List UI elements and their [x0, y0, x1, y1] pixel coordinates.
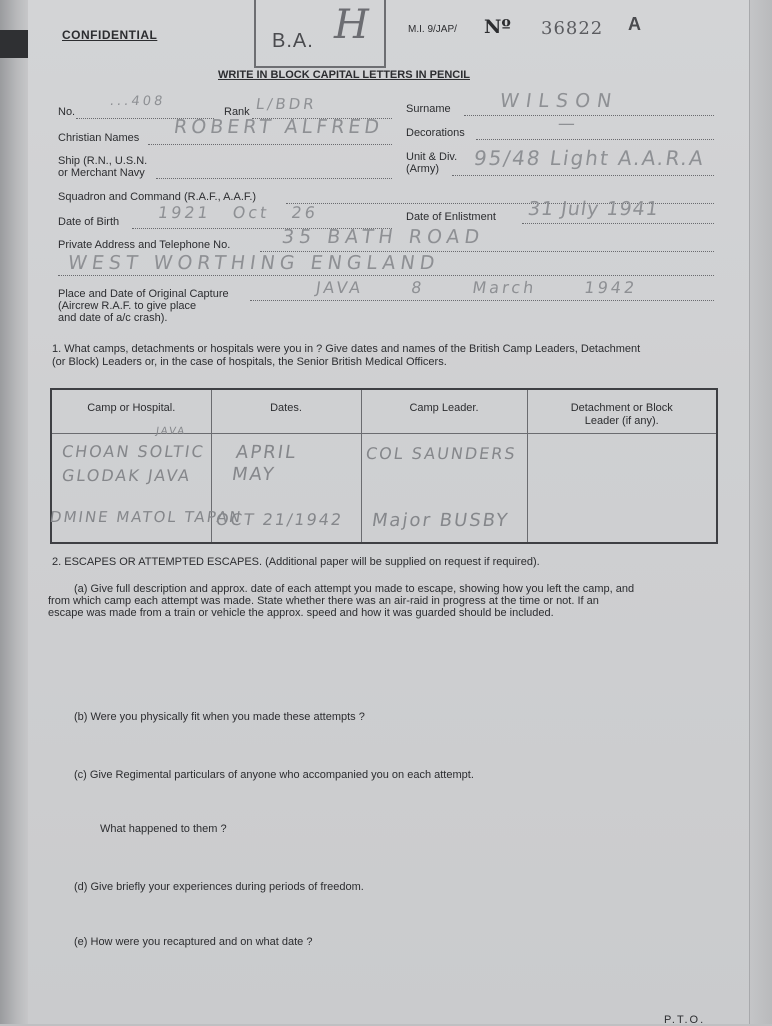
cell-camps [48, 425, 244, 543]
camp-row-3: DMINE MATOL TAPAN [48, 507, 244, 526]
camp-row-1: CHOAN SOLTIC [60, 441, 206, 461]
christian-names-value: ROBERT ALFRED [172, 116, 385, 138]
address-value-1: 35 BATH ROAD [280, 226, 486, 248]
question-2c-followup: What happened to them ? [100, 823, 227, 835]
stamp-scribble: H [334, 2, 369, 48]
question-2e: (e) How were you recaptured and on what date ? [74, 936, 313, 948]
no-value: ...408 [108, 94, 167, 109]
left-page-edge [0, 0, 28, 1024]
address-value-2: WEST WORTHING ENGLAND [66, 252, 441, 274]
serial-suffix: A [628, 14, 641, 34]
question-2d: (d) Give briefly your experiences during periods of freedom. [74, 881, 364, 893]
capture-value: JAVA 8 March 1942 [314, 278, 639, 297]
enlistment-dotline [522, 223, 714, 224]
question-2a-line-1: (a) Give full description and approx. date of each attempt you made to escape, showing how you left the camp, and [74, 583, 635, 595]
date-row-1: APRIL [234, 441, 298, 463]
leader-row-1: COL SAUNDERS [364, 443, 518, 463]
camps-table [50, 388, 718, 544]
question-1-line-1: 1. What camps, detachments or hospitals were you in ? Give dates and names of the British Camp Leaders, Detachment [52, 343, 641, 355]
right-page-edge [749, 0, 772, 1024]
leader-row-3: Major BUSBY [370, 509, 510, 531]
address-dotline-2 [58, 275, 714, 276]
camp-row-2: GLODAK JAVA [60, 465, 193, 485]
capture-dotline [250, 300, 714, 301]
date-row-2: MAY [230, 463, 277, 485]
stamp-text: B.A. [272, 30, 314, 52]
capture-label-2: (Aircrew R.A.F. to give place [58, 300, 197, 312]
no-label: No. [58, 106, 76, 118]
question-2a-line-3: escape was made from a train or vehicle the approx. speed and how it was guarded should be included. [48, 607, 554, 619]
rank-value: L/BDR [254, 95, 318, 113]
capture-label-1: Place and Date of Original Capture [58, 288, 229, 300]
enlistment-value: 31 July 1941 [526, 198, 661, 220]
col-header-detachment [527, 389, 717, 433]
christian-names-label: Christian Names [58, 132, 140, 144]
ship-label-2: or Merchant Navy [58, 167, 145, 179]
rank-label: Rank [224, 106, 250, 118]
cell-leaders [361, 433, 527, 543]
cell-detachment [527, 433, 717, 543]
unit-label-1: Unit & Div. [406, 151, 458, 163]
form-page [28, 0, 772, 1024]
question-2c: (c) Give Regimental particulars of anyone who accompanied you on each attempt. [74, 769, 474, 781]
pto-label: P.T.O. [664, 1014, 706, 1026]
decorations-dotline [476, 139, 714, 140]
decorations-label: Decorations [406, 127, 465, 139]
ref-label: M.I. 9/JAP/ [408, 24, 457, 35]
block-capitals-instruction: WRITE IN BLOCK CAPITAL LETTERS IN PENCIL [218, 69, 470, 81]
surname-label: Surname [406, 103, 451, 115]
camps-table-body-row [51, 433, 717, 543]
capture-label-3: and date of a/c crash). [58, 312, 168, 324]
question-2a-line-2: from which camp each attempt was made. State whether there was an air-raid in progress at the time or not. If an [48, 595, 599, 607]
decorations-value: — [556, 114, 580, 134]
camps-table-header-row [51, 389, 717, 433]
dob-label: Date of Birth [58, 216, 120, 228]
col-header-leader: Camp Leader. [361, 389, 527, 433]
unit-label-2: (Army) [406, 163, 439, 175]
col-header-detachment-line-1: Detachment or Block [570, 402, 673, 414]
date-row-3: OCT 21/1942 [214, 509, 344, 529]
dob-value: 1921 Oct 26 [156, 203, 320, 222]
squadron-label: Squadron and Command (R.A.F., A.A.F.) [58, 191, 257, 203]
col-header-detachment-line-2: Leader (if any). [584, 415, 659, 427]
col-header-dates: Dates. [211, 389, 361, 433]
address-label: Private Address and Telephone No. [58, 239, 231, 251]
surname-value: WILSON [498, 90, 620, 112]
confidential-label: CONFIDENTIAL [62, 28, 158, 42]
camp-note: JAVA [155, 425, 187, 437]
question-2-title: 2. ESCAPES OR ATTEMPTED ESCAPES. (Additional paper will be supplied on request if required). [52, 556, 540, 568]
stamp-box [254, 0, 386, 68]
enlistment-label: Date of Enlistment [406, 211, 496, 223]
serial-number: 36822 [541, 18, 604, 39]
question-2b: (b) Were you physically fit when you made these attempts ? [74, 711, 365, 723]
col-header-camp: Camp or Hospital. [51, 389, 211, 433]
ship-dotline [156, 178, 392, 179]
question-1-line-2: (or Block) Leaders or, in the case of hospitals, the Senior British Medical Officers. [52, 356, 447, 368]
cell-dates [211, 433, 361, 543]
surname-dotline [464, 115, 714, 116]
unit-dotline [452, 175, 714, 176]
ship-label-1: Ship (R.N., U.S.N. [58, 155, 148, 167]
unit-value: 95/48 Light A.A.R.A [472, 146, 707, 170]
christian-names-dotline [148, 144, 392, 145]
no-sign: Nº [484, 16, 511, 38]
